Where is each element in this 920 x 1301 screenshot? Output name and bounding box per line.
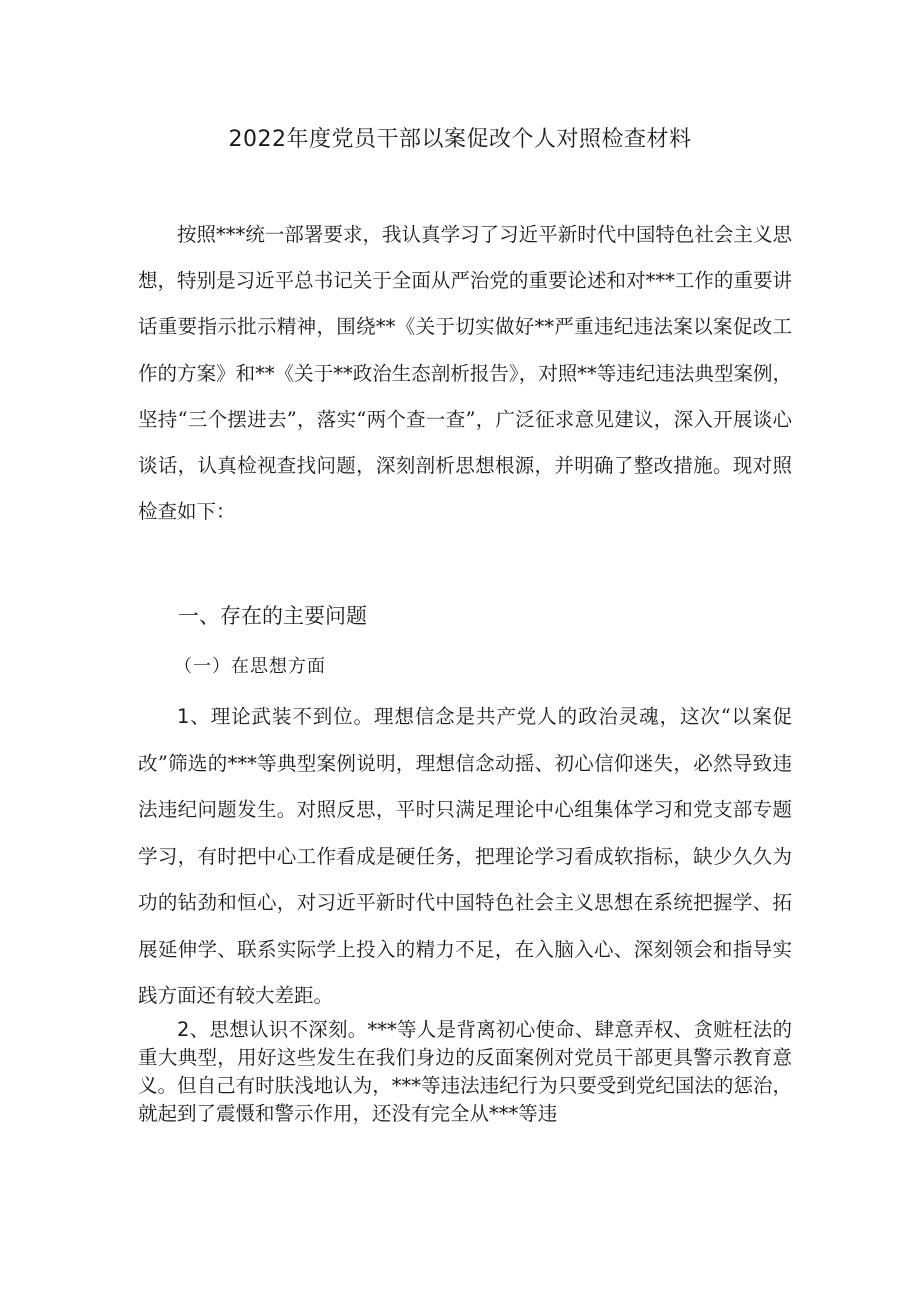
- document-title: 2022年度党员干部以案促改个人对照检查材料: [228, 127, 692, 152]
- section-heading: 一、存在的主要问题: [178, 604, 367, 628]
- subsection-heading: （一）在思想方面: [174, 656, 326, 677]
- problem-item-1: [138, 694, 792, 1020]
- item-text: 理论武装不到位。理想信念是共产党人的政治灵魂，这次“以案促改”筛选的***等典型案例说明，理想信念动摇、初心信仰迷失，必然导致违法违纪问题发生。对照反思，平时只满足理论中心组集体学习和党支部专题学习，有时把中心工作看成是硬任务，把理论学习看成软指标，缺少久久为功的钻劲和恒心，对习近平新时代中国特色社会主义思想在系统把握学、拓展延伸学、联系实际学上投入的精力不足，在入脑入心、深刻领会和指导实践方面还有较大差距。: [138, 705, 792, 1007]
- item-number: 2、: [177, 1018, 210, 1041]
- problem-item-2: [138, 1016, 792, 1128]
- item-text: 思想认识不深刻。***等人是背离初心使命、肆意弄权、贪赃枉法的重大典型，用好这些发生在我们身边的反面案例对党员干部更具警示教育意义。但自己有时肤浅地认为，***等违法违纪行为只要受到党纪国法的惩治，就起到了震慑和警示作用，还没有完全从***等违: [138, 1018, 792, 1125]
- item-number: 1、: [177, 705, 211, 728]
- intro-paragraph: 按照***统一部署要求，我认真学习了习近平新时代中国特色社会主义思想，特别是习近平总书记关于全面从严治党的重要论述和对***工作的重要讲话重要指示批示精神，围绕**《关于切实做好**严重违纪违法案以案促改工作的方案》和**《关于**政治生态剖析报告》，对照**等违纪违法典型案例，坚持“三个摆进去”，落实“两个查一查”，广泛征求意见建议，深入开展谈心谈话，认真检视查找问题，深刻剖析思想根源，并明确了整改措施。现对照检查如下：: [138, 223, 792, 524]
